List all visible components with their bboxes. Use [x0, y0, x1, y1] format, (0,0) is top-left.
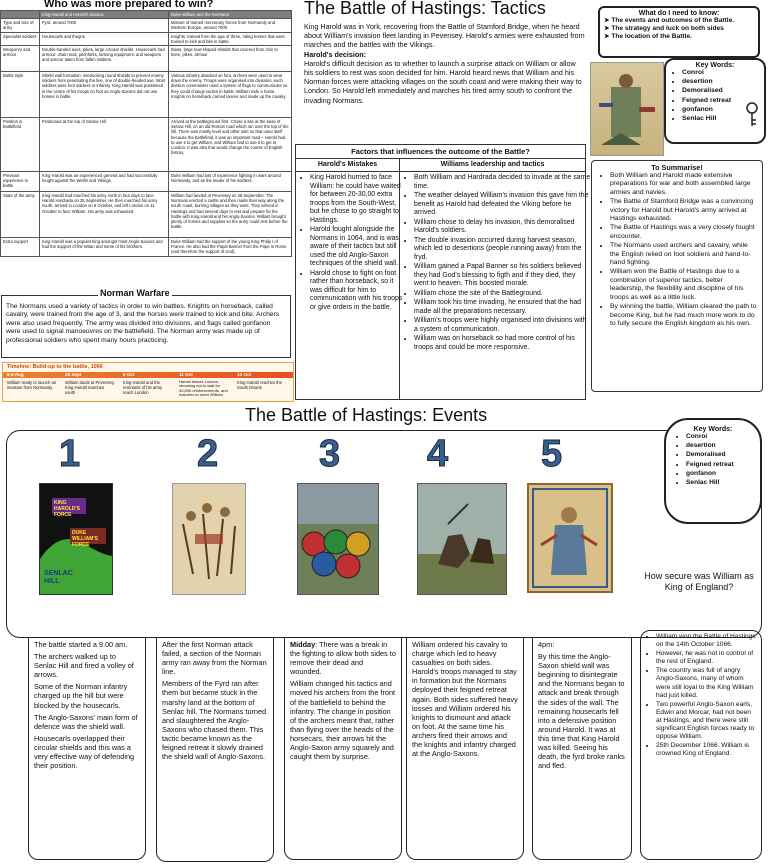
need-to-know-box — [598, 6, 760, 58]
mistakes-list — [300, 174, 405, 313]
secure-list-box — [640, 630, 762, 860]
william-force-label: DUKE WILLIAM'S FORCE — [72, 530, 98, 548]
col-header-harold: King Harold and Harold's Saxons — [40, 11, 169, 19]
keywords-title: Key Words: — [695, 62, 735, 69]
event-4-image — [417, 483, 507, 595]
list-item: • Senlac Hill — [686, 479, 752, 487]
col-header-william: Duke William and the Normans — [169, 11, 292, 19]
keywords-box-top — [664, 58, 766, 144]
senlac-hill-label: SENLAC HILL — [44, 570, 73, 585]
key-icon — [744, 102, 760, 133]
event-4-text: William ordered his cavalry to charge which led to heavy casualties on both sides. Harold's troops managed to stay in formation but the Normans deployed their feigned retreat again. Both sides suffered heavy losses and William ordered his knights to dismount and attack on foot. At the same time his archers fired their arrows and the knights and infantry charged at the Anglo-Saxons. — [406, 638, 524, 860]
tactics-intro-box — [304, 22, 586, 140]
list-item: • Conroi — [686, 433, 752, 441]
table-header-row — [1, 11, 292, 19]
factors-heading: Factors that influences the outcome of the Battle? — [296, 145, 585, 159]
event-number-2: 2 — [197, 433, 219, 475]
list-item: • King Harold hurried to face William: he could have waited for between 20-30,00 extra troops from the South-West, but he chose to go straight to Hastings. — [310, 174, 405, 225]
event-number-3: 3 — [319, 433, 341, 475]
summarise-box — [591, 160, 763, 392]
event-3-image — [297, 483, 379, 595]
keywords-title: Key Words: — [693, 426, 733, 433]
factors-box — [295, 144, 591, 400]
timeline — [2, 362, 294, 402]
timeline-item: 28 Sept William lands at Pevensey, King Harold marches south — [65, 372, 115, 395]
need-to-know-title: What do I need to know: — [638, 10, 720, 17]
event-3-text: Midday: There was a break in the fighting to allow both sides to remove their dead and wounded. William changed his tactics and moved his archers from the front of the battlefield to behind the infantry. The change in position of the archers meant that, rather than flying over the heads of the horsecars, their arrows hit the Anglo-Saxon army squarely and caught them by surprise. — [284, 638, 402, 860]
list-item: • The Battle of Hastings was a very closely fought encounter. — [610, 224, 758, 241]
list-item: • William was on horseback so had more control of his troops and could be more responsive. — [414, 335, 591, 352]
decision-text: Harold's difficult decision as to whether to launch a surprise attack on William or allow his soldiers to rest was soon decided for him. Harold heard news that William and his Norman forces were attacking villages on the south coast and were making their way to London. So Harold left immediately and marches his tired army south to confront the invading Normans. — [304, 58, 582, 105]
harold-force-label: KING HAROLD'S FORCE — [54, 500, 80, 518]
leadership-list — [404, 174, 591, 353]
event-number-1: 1 — [59, 433, 81, 475]
table-row: State of the army King Harold had marched his army north in four days to face Harold Hardrada on 25 September. He then marched his army south, arrived in London on 6 October, and left London on 11 October to face William. His army was exhausted. William had landed at Pevensey on 28 September. The Normans erected a castle and then made their way along the south coast, burning villages as they went. They arrived in Hastings and had several days to rest and prepare for the battle with King Harold and his Anglo-Saxons. William brought plenty of horses and supplies so the army could rest before the battle. — [1, 192, 292, 238]
norman-warfare-title: Norman Warfare — [100, 288, 170, 298]
list-item: • The Normans used archers and cavalry, while the English relied on foot soldiers and hand-to-hand fighting. — [610, 242, 758, 267]
table-row: Battle style Shield wall formation: interlocking round shields to prevent enemy soldiers from penetrating the line, one of double-headed axe. Most soldiers were foot soldiers or infantry. King Harold was positioned in the centre of his troops on foot as Anglo-Saxons did not use horses in battle. Various infantry attacked on foot, archers were used to wear down the enemy. Troops were organised into divisions, each division commander used a system of flags to communicate so they could change tactics in battle. William rode a horse. Knights on horseback carried lances and made up the cavalry. — [1, 72, 292, 118]
event-5-image — [527, 483, 613, 593]
table-row: Extra support King Harold was a popular king amongst most Anglo-Saxons and had the support of the Witan and some of his brothers. Duke William had the support of the young King Philip I of France. He also had the Papal Banner from the Pope in Rome (and therefore the support of God). — [1, 238, 292, 257]
list-item: • Both William and Hardrada decided to invade at the same time. — [414, 174, 591, 191]
event-1-text: The battle started a 9.00 am. The archers walked up to Senlac Hill and fired a volley of arrows. Some of the Norman infantry charged up the hill but were blocked by the housecarls. The Anglo-Saxons' main form of defence was the shield wall. Housecarls overlapped their circular shields and this was a very effective way of defending their position. — [28, 638, 146, 860]
list-item: • Demoralised — [686, 451, 752, 459]
table-row: Position in battlefield Positioned at the top of Senlac Hill Arrived at the battleground first. Chose a site at the base of Senlac Hill, on an old Roman road which ran over the top of the hill. There was mostly level and other side so that used itself because the battlefield, it was an important road – Harold had to use it to get William, and William had to use it to get to London. It was also that would change the course of English history. — [1, 118, 292, 172]
list-item: • The weather delayed William's invasion this gave him the benefit as Harold had defeated the Viking before he arrived. — [414, 192, 591, 218]
list-item: • Two powerful Anglo-Saxon earls, Edwin and Morcar, had not been at Hastings, and there were still significant English forces ready to oppose William. — [656, 701, 758, 741]
list-item: • Demoralised — [682, 87, 744, 95]
list-item: • William chose to delay his invasion, this demoralised Harold's soldiers. — [414, 219, 591, 236]
list-item: • The double invasion occurred during harvest season, which led to desertions (people running away) from the fryd. — [414, 237, 591, 263]
event-5-text: 4pm: By this time the Anglo-Saxon shield wall was beginning to disintegrate and the Normans began to attack and break through the sides of the wall. The remaining housecarls fell into a defensive position around Harold. It was at this time that King Harold was killed. Seeing his death, the fyrd broke ranks and fled. — [532, 638, 632, 860]
timeline-title: Timeline: Build-up to the battle, 1066 — [7, 364, 103, 370]
list-item: • 25th December 1066: William is crowned King of England. — [656, 742, 758, 758]
table-row: Type and size of army Fyrd, around 7000 Mixture of trained mercenary forces from Normandy and Western Europe, around 7000 — [1, 19, 292, 32]
list-item: ➤ The location of the Battle. — [604, 33, 692, 40]
list-item: • gonfanon — [682, 106, 744, 114]
list-item: • desertion — [682, 78, 744, 86]
list-item: • William won the Battle of Hastings due to a combination of superior tactics, better leadership, the flexibility and discipline of his troops as well as a little luck. — [610, 268, 758, 302]
list-item: • William won the Battle of Hastings on the 14th October 1066. — [656, 633, 758, 649]
list-item: • However, he was not in control of the rest of England. — [656, 650, 758, 666]
list-item: • Conroi — [682, 69, 744, 77]
list-item: • Feigned retreat — [682, 97, 744, 105]
list-item: • Harold chose to fight on foot rather than horseback, so it was difficult for him to communication with his troops or give orders in the battle. — [310, 270, 405, 313]
events-title: The Battle of Hastings: Events — [245, 405, 488, 425]
list-item: • Feigned retreat — [686, 461, 752, 469]
list-item: • William chose the site of the Battleground. — [414, 290, 591, 299]
decision-heading: Harold's decision: — [304, 49, 367, 59]
list-item: • Harold fought alongside the Normans in 1064, and is was aware of their tactics but still used the old Anglo-Saxon techniques of the shield wall. — [310, 226, 405, 269]
timeline-item: 13 Oct King Harold reaches the South Downs — [237, 372, 282, 390]
norman-warfare-box — [1, 288, 291, 358]
list-item: • Both William and Harold made extensive preparations for war and both assembled large armies and navies. — [610, 172, 758, 197]
keywords-box-bottom — [664, 418, 762, 524]
list-item: • William took his time invading, he ensured that the had made all the preparations necessary. — [414, 299, 591, 316]
event-number-5: 5 — [541, 433, 563, 475]
list-item: • Senlac Hill — [682, 115, 744, 123]
event-2-image — [172, 483, 246, 595]
list-item: • gonfanon — [686, 470, 752, 478]
event-number-4: 4 — [427, 433, 449, 475]
timeline-item: 6 Oct King Harold and the remnants of his army reach London — [123, 372, 163, 395]
list-item: ➤ The strategy and luck on both sides — [604, 25, 724, 32]
events-image-strip — [6, 430, 762, 638]
tactics-intro: King Harold was in York, recovering from the Battle of Stamford Bridge, when he heard about William's invasion fleet landing in Pevensey. Harold's armies were exhausted from marches and the battles with the Vikings. — [304, 22, 585, 50]
leadership-heading: Williams leadership and tactics — [440, 161, 545, 168]
event-1-image — [39, 483, 113, 595]
table-row: Previous experience in battle King Harold was an experienced general and had successfully fought against the Welsh and Vikings. Duke William had lots of experience fighting in wars around Normandy, and as the leader of his soldiers. — [1, 172, 292, 192]
list-item: • desertion — [686, 442, 752, 450]
list-item: ➤ The events and outcomes of the Battle. — [604, 17, 735, 24]
norman-warfare-text: The Normans used a variety of tactics in order to win battles. Knights on horseback, called cavalry, were trained from the age of 3, and the horses were trained to kick and bite. Archers were also used frequently. The army was divided into divisions, and flags called gonfanon were used to signal manoeuvres on the battlefield. The Norman army was made up of professional soldiers who spent many hours practicing. — [6, 303, 280, 344]
list-item: • The Battle of Stamford Bridge was a convincing victory for Harold but Harold's army arrived at Hastings exhausted. — [610, 198, 758, 223]
list-item: • William gained a Papal Banner so his soldiers believed they had God's blessing to figth and if they died, they went to heaven. This boosted morale. — [414, 263, 591, 289]
secure-question: How secure was William as King of England? — [644, 571, 754, 592]
list-item: • The country was full of angry Anglo-Saxons, many of whom were still loyal to the King William had just killed. — [656, 667, 758, 699]
tactics-title: The Battle of Hastings: Tactics — [304, 0, 546, 18]
table-row: Weaponry and armour Double-handed axes, pikes, large circular shields. Housecarls had armour: chain mail, pitchforks, farming equipment, and weapons and armour taken from fallen soldiers. Bows, large tear-shaped shields that covered from chin to knee, pikes, armour — [1, 46, 292, 72]
timeline-item: 11 Oct Harold leaves London, choosing not to wait for 30,000 reinforcements, and marches to meet William — [179, 372, 228, 398]
summarise-title: To Summarise! — [651, 163, 703, 172]
prepared-section — [0, 0, 292, 288]
list-item: • By winning the battle, William cleared the path to become King, but he had much more work to do to fully secure the English kingdom as his own. — [610, 303, 758, 328]
event-2-text: After the first Norman attack failed, a section of the Norman army ran away from the Norman line. Members of the Fyrd ran after them but became stuck in the marshy land at the bottom of Senlac hill. The Normans turned and slaughtered the Anglo-Saxons who chased them. This tactic became known as the feigned retreat it slowly drained the shield wall of Anglo-Saxons. — [156, 638, 274, 862]
tapestry-image — [590, 62, 664, 156]
list-item: • William's troops were highly organised into divisions with a system of communication. — [414, 317, 591, 334]
table-row: Specialist soldiers Housecarls and thegns Knights, trained from the age of three, riding horses that were trained to kick and bite in battle. — [1, 32, 292, 45]
prepared-title: Who was more prepared to win? — [44, 0, 214, 10]
timeline-item: 5-6 Aug William ready to launch an invasion from Normandy — [7, 372, 57, 390]
prepared-table — [0, 10, 292, 257]
mistakes-heading: Harold's Mistakes — [317, 161, 378, 168]
